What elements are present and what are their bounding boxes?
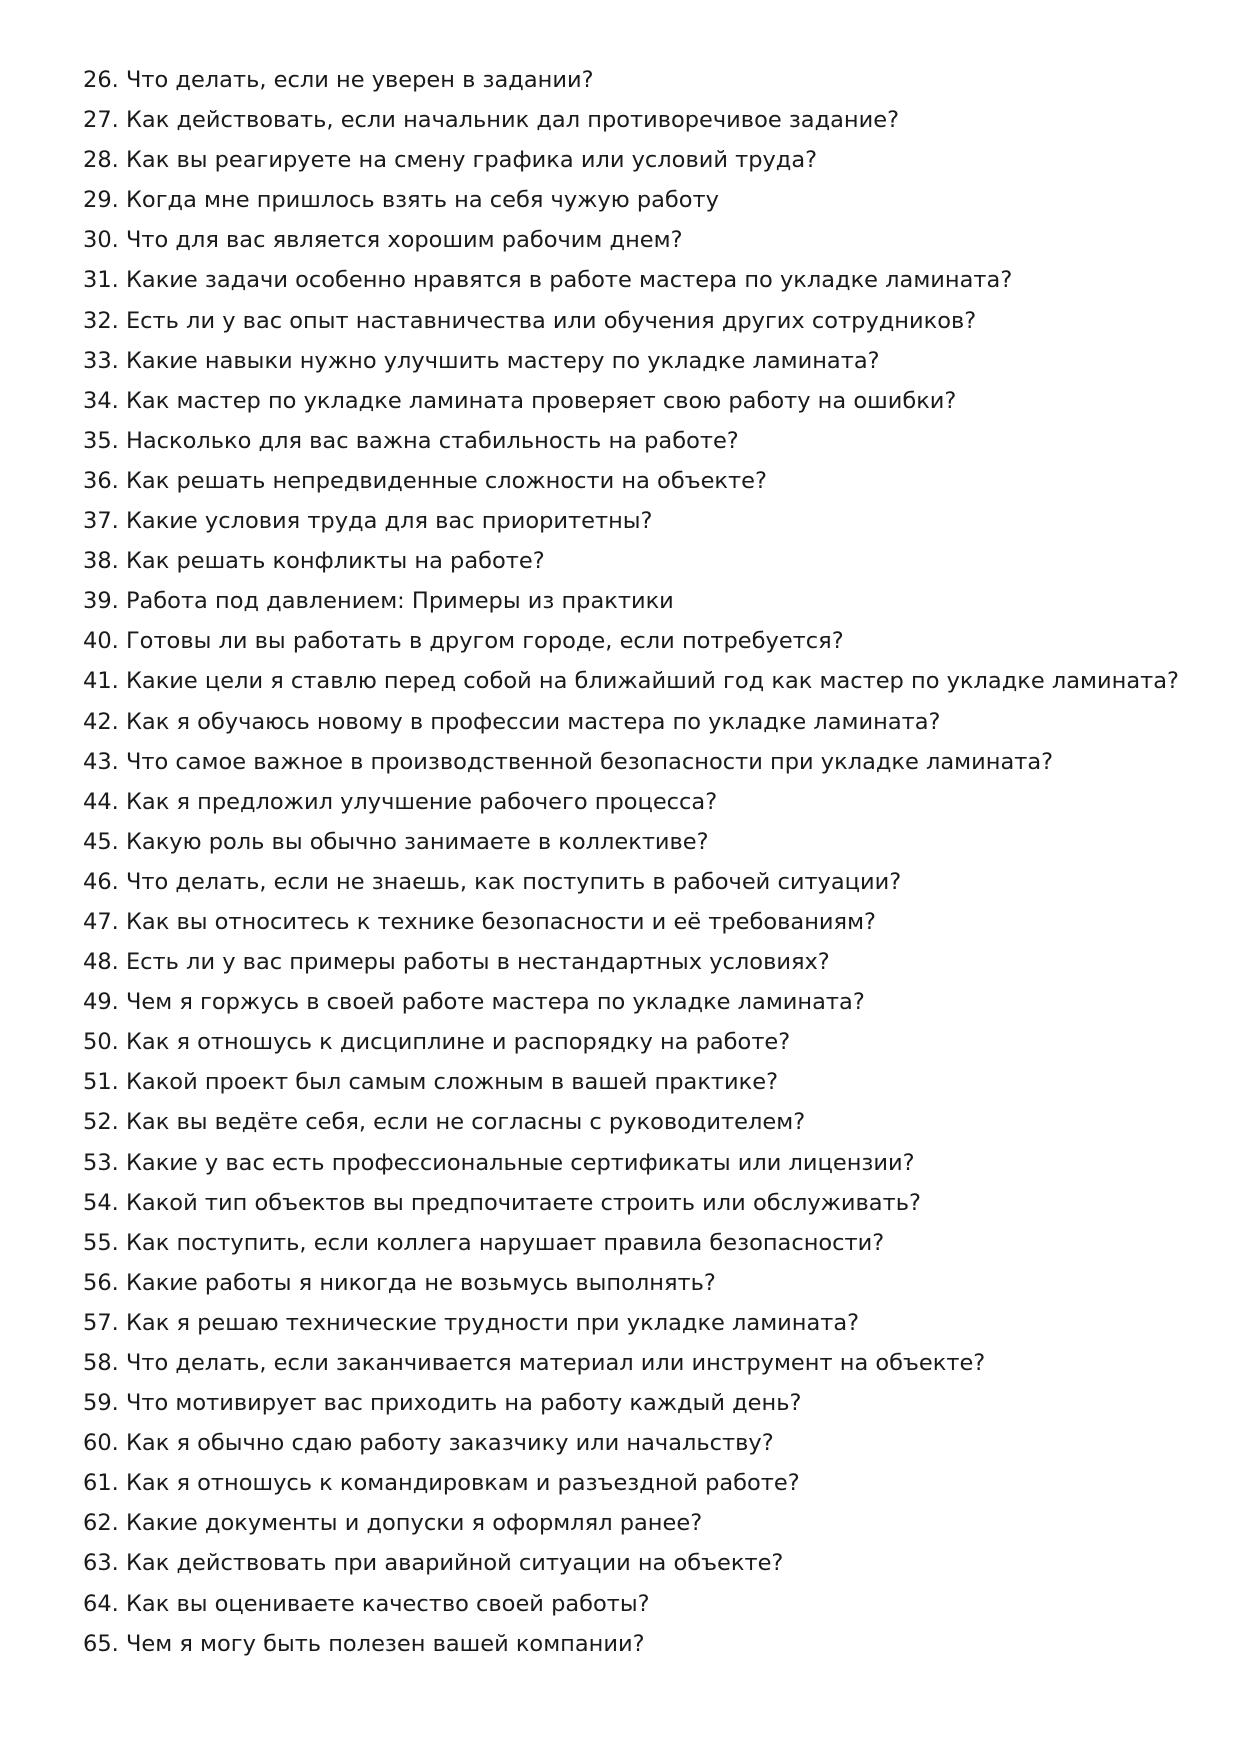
question-number: 37. — [83, 508, 119, 535]
question-number: 45. — [83, 828, 119, 855]
question-text: Чем я могу быть полезен вашей компании? — [125, 1630, 645, 1657]
question-number: 27. — [83, 107, 119, 134]
question-item — [83, 180, 1183, 220]
question-number: 60. — [83, 1430, 119, 1457]
question-item — [83, 60, 1183, 100]
question-item — [83, 822, 1183, 862]
question-text: Что делать, если не знаешь, как поступить в рабочей ситуации? — [125, 868, 902, 895]
question-item — [83, 1022, 1183, 1062]
question-item — [83, 942, 1183, 982]
question-number: 54. — [83, 1189, 119, 1216]
question-number: 29. — [83, 187, 119, 214]
question-item — [83, 381, 1183, 421]
question-item — [83, 220, 1183, 260]
question-item — [83, 1062, 1183, 1102]
question-text: Какие навыки нужно улучшить мастеру по укладке ламината? — [125, 347, 880, 374]
question-text: Как я обучаюсь новому в профессии мастера по укладке ламината? — [125, 708, 941, 735]
question-text: Как вы оцениваете качество своей работы? — [125, 1590, 650, 1617]
question-text: Насколько для вас важна стабильность на работе? — [125, 427, 739, 454]
question-number: 58. — [83, 1350, 119, 1376]
question-item — [83, 621, 1183, 661]
question-number: 32. — [83, 307, 119, 334]
question-text: Как я решаю технические трудности при укладке ламината? — [125, 1309, 860, 1336]
question-number: 35. — [83, 427, 119, 454]
question-number: 43. — [83, 748, 119, 775]
question-number: 30. — [83, 227, 119, 254]
question-text: Есть ли у вас опыт наставничества или обучения других сотрудников? — [125, 307, 977, 334]
question-number: 31. — [83, 267, 119, 294]
question-text: Какой тип объектов вы предпочитаете строить или обслуживать? — [125, 1189, 921, 1216]
question-item — [83, 1584, 1183, 1624]
question-number: 48. — [83, 949, 119, 976]
question-text: Какую роль вы обычно занимаете в коллективе? — [125, 828, 709, 855]
question-item — [83, 782, 1183, 822]
question-text: Что делать, если заканчивается материал или инструмент на объекте? — [125, 1350, 986, 1376]
question-item — [83, 1423, 1183, 1463]
question-item — [83, 301, 1183, 341]
question-item — [83, 982, 1183, 1022]
question-text: Что самое важное в производственной безопасности при укладке ламината? — [125, 748, 1054, 775]
question-item — [83, 140, 1183, 180]
question-text: Какие условия труда для вас приоритетны? — [125, 508, 653, 535]
question-number: 61. — [83, 1470, 119, 1497]
question-text: Как вы относитесь к технике безопасности и её требованиям? — [125, 908, 877, 935]
question-text: Чем я горжусь в своей работе мастера по укладке ламината? — [125, 989, 865, 1016]
question-item — [83, 581, 1183, 621]
question-item — [83, 1543, 1183, 1583]
question-text: Работа под давлением: Примеры из практики — [125, 588, 674, 615]
question-text: Как действовать при аварийной ситуации на объекте? — [125, 1550, 784, 1577]
question-text: Как поступить, если коллега нарушает правила безопасности? — [125, 1229, 885, 1256]
question-text: Какие задачи особенно нравятся в работе мастера по укладке ламината? — [125, 267, 1013, 294]
question-item — [83, 1503, 1183, 1543]
question-item — [83, 1263, 1183, 1303]
question-text: Готовы ли вы работать в другом городе, если потребуется? — [125, 628, 844, 655]
question-text: Какие документы и допуски я оформлял ранее? — [125, 1510, 703, 1537]
question-item — [83, 1624, 1183, 1664]
question-number: 34. — [83, 387, 119, 414]
question-number: 51. — [83, 1069, 119, 1096]
question-number: 47. — [83, 908, 119, 935]
question-item — [83, 902, 1183, 942]
question-item — [83, 421, 1183, 461]
question-text: Что для вас является хорошим рабочим днем? — [125, 227, 683, 254]
question-text: Когда мне пришлось взять на себя чужую работу — [125, 187, 719, 214]
question-number: 28. — [83, 147, 119, 174]
question-item — [83, 341, 1183, 381]
question-number: 65. — [83, 1630, 119, 1657]
question-number: 56. — [83, 1269, 119, 1296]
question-number: 53. — [83, 1149, 119, 1176]
question-item — [83, 1343, 1183, 1383]
question-item — [83, 702, 1183, 742]
question-item — [83, 260, 1183, 300]
question-text: Какие у вас есть профессиональные сертификаты или лицензии? — [125, 1149, 915, 1176]
question-item — [83, 742, 1183, 782]
question-number: 39. — [83, 588, 119, 615]
question-item — [83, 1383, 1183, 1423]
question-text: Какие работы я никогда не возьмусь выполнять? — [125, 1269, 716, 1296]
question-number: 33. — [83, 347, 119, 374]
question-number: 26. — [83, 67, 119, 93]
question-text: Как я обычно сдаю работу заказчику или начальству? — [125, 1430, 774, 1457]
question-text: Как вы ведёте себя, если не согласны с руководителем? — [125, 1109, 806, 1136]
question-number: 63. — [83, 1550, 119, 1577]
question-text: Как решать непредвиденные сложности на объекте? — [125, 467, 767, 494]
question-item — [83, 541, 1183, 581]
question-number: 62. — [83, 1510, 119, 1537]
question-number: 64. — [83, 1590, 119, 1617]
question-text: Что мотивирует вас приходить на работу каждый день? — [125, 1390, 802, 1417]
question-item — [83, 1183, 1183, 1223]
question-number: 46. — [83, 868, 119, 895]
question-item — [83, 1102, 1183, 1142]
question-item — [83, 1143, 1183, 1183]
question-text: Что делать, если не уверен в задании? — [125, 67, 594, 93]
question-text: Какие цели я ставлю перед собой на ближайший год как мастер по укладке ламината? — [125, 668, 1179, 695]
question-item — [83, 661, 1183, 701]
question-text: Как я предложил улучшение рабочего процесса? — [125, 788, 718, 815]
question-item — [83, 1303, 1183, 1343]
question-number: 44. — [83, 788, 119, 815]
question-text: Какой проект был самым сложным в вашей практике? — [125, 1069, 779, 1096]
question-number: 55. — [83, 1229, 119, 1256]
question-text: Как вы реагируете на смену графика или условий труда? — [125, 147, 818, 174]
question-item — [83, 1463, 1183, 1503]
question-item — [83, 1223, 1183, 1263]
question-number: 42. — [83, 708, 119, 735]
question-item — [83, 501, 1183, 541]
question-number: 59. — [83, 1390, 119, 1417]
question-text: Как я отношусь к командировкам и разъездной работе? — [125, 1470, 800, 1497]
question-number: 52. — [83, 1109, 119, 1136]
question-text: Как решать конфликты на работе? — [125, 548, 545, 575]
question-number: 41. — [83, 668, 119, 695]
question-number: 57. — [83, 1309, 119, 1336]
question-item — [83, 100, 1183, 140]
question-number: 40. — [83, 628, 119, 655]
question-text: Как действовать, если начальник дал противоречивое задание? — [125, 107, 900, 134]
question-number: 50. — [83, 1029, 119, 1056]
question-number: 38. — [83, 548, 119, 575]
question-text: Есть ли у вас примеры работы в нестандартных условиях? — [125, 949, 830, 976]
question-item — [83, 461, 1183, 501]
question-list — [83, 60, 1183, 1664]
question-text: Как я отношусь к дисциплине и распорядку на работе? — [125, 1029, 791, 1056]
question-number: 49. — [83, 989, 119, 1016]
question-text: Как мастер по укладке ламината проверяет свою работу на ошибки? — [125, 387, 957, 414]
question-number: 36. — [83, 467, 119, 494]
question-item — [83, 862, 1183, 902]
